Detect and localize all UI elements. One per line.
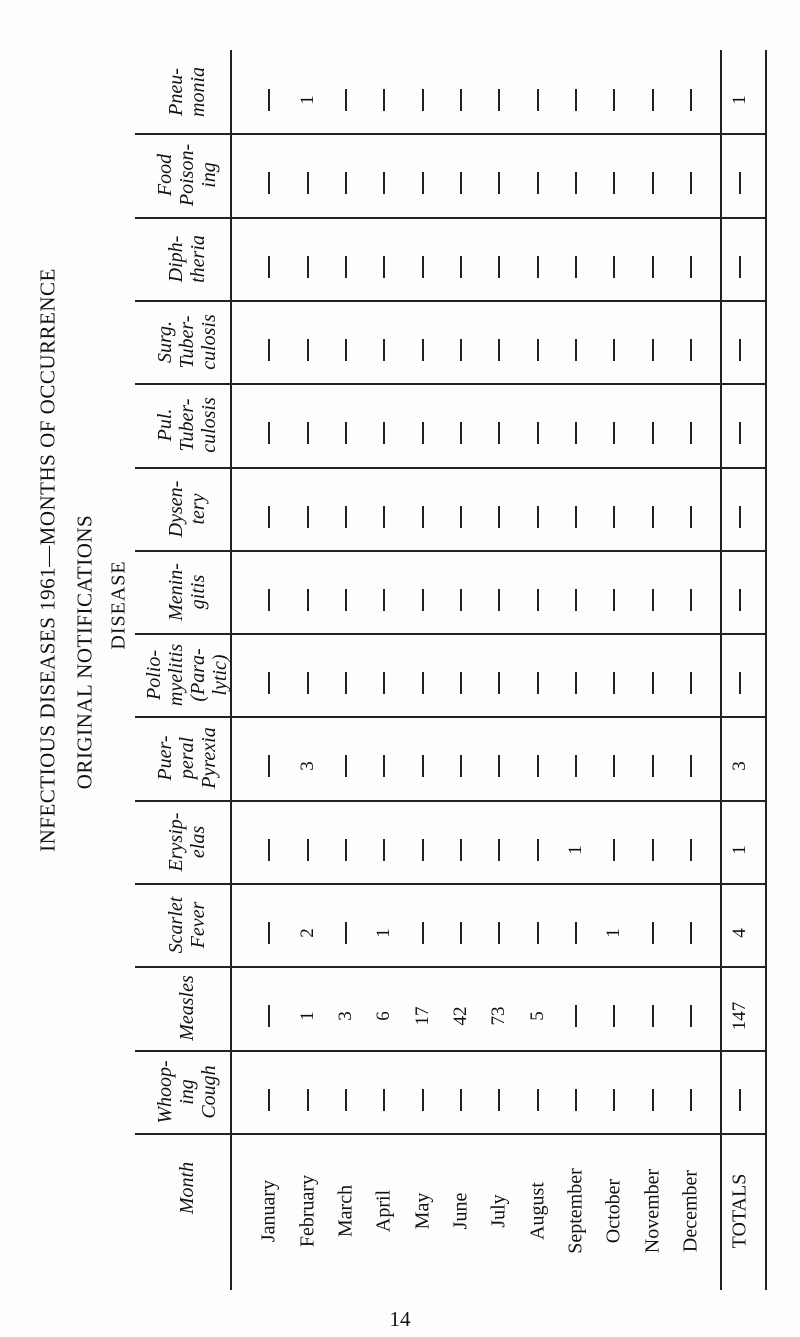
- dash-cell: [537, 172, 539, 194]
- dash-cell: [460, 256, 462, 278]
- value-cell: 3: [335, 1011, 356, 1021]
- dash-cell: [690, 589, 692, 611]
- dash-cell: [652, 1005, 654, 1027]
- dash-cell: [383, 256, 385, 278]
- dash-cell: [652, 922, 654, 944]
- column-header: Puer- peral Pyrexia: [153, 727, 220, 789]
- dash-cell: [268, 755, 270, 777]
- total-cell: 147: [729, 1001, 750, 1031]
- dash-cell: [498, 755, 500, 777]
- column-header: Diph- theria: [164, 234, 209, 283]
- dash-cell: [575, 89, 577, 111]
- dash-cell: [383, 672, 385, 694]
- dash-cell: [498, 922, 500, 944]
- dash-cell: [460, 922, 462, 944]
- dash-cell: [460, 172, 462, 194]
- column-header: Whoop- ing Cough: [153, 1059, 220, 1124]
- dash-cell: [422, 256, 424, 278]
- dash-cell: [498, 506, 500, 528]
- dash-cell: [307, 1089, 309, 1111]
- dash-cell: [613, 839, 615, 861]
- dash-cell: [460, 339, 462, 361]
- dash-cell: [307, 339, 309, 361]
- disease-header: DISEASE: [107, 560, 130, 650]
- dash-cell: [690, 755, 692, 777]
- dash-cell: [613, 339, 615, 361]
- notifications-table: [135, 50, 765, 1290]
- dash-cell: [383, 589, 385, 611]
- total-dash: [739, 589, 741, 611]
- page-title-block: [28, 0, 97, 1337]
- value-cell: 42: [450, 1006, 471, 1026]
- dash-cell: [652, 589, 654, 611]
- total-cell: 4: [729, 927, 750, 938]
- dash-cell: [498, 672, 500, 694]
- dash-cell: [383, 89, 385, 111]
- dash-cell: [498, 89, 500, 111]
- dash-cell: [537, 89, 539, 111]
- dash-cell: [268, 172, 270, 194]
- dash-cell: [575, 339, 577, 361]
- dash-cell: [422, 89, 424, 111]
- dash-cell: [345, 172, 347, 194]
- dash-cell: [345, 339, 347, 361]
- value-cell: 1: [373, 927, 394, 938]
- dash-cell: [537, 589, 539, 611]
- dash-cell: [613, 1005, 615, 1027]
- dash-cell: [652, 172, 654, 194]
- dash-cell: [575, 422, 577, 444]
- column-header: Surg. Tuber- culosis: [153, 313, 220, 370]
- dash-cell: [345, 422, 347, 444]
- dash-cell: [498, 1089, 500, 1111]
- total-dash: [739, 422, 741, 444]
- dash-cell: [690, 922, 692, 944]
- column-header: Scarlet Fever: [164, 896, 209, 953]
- column-header: Pneu- monia: [164, 66, 209, 117]
- page-title: INFECTIOUS DISEASES 1961—MONTHS OF OCCURRENCE: [35, 268, 60, 852]
- dash-cell: [613, 172, 615, 194]
- column-header: Measles: [175, 975, 198, 1041]
- value-cell: 1: [603, 927, 624, 938]
- total-dash: [739, 172, 741, 194]
- dash-cell: [268, 1089, 270, 1111]
- month-label: August: [526, 1182, 549, 1240]
- dash-cell: [652, 506, 654, 528]
- dash-cell: [652, 89, 654, 111]
- dash-cell: [345, 506, 347, 528]
- grid-line: [720, 50, 722, 1290]
- dash-cell: [613, 422, 615, 444]
- dash-cell: [307, 256, 309, 278]
- column-header: Dysen- tery: [164, 480, 209, 537]
- value-cell: 6: [373, 1011, 394, 1021]
- dash-cell: [460, 672, 462, 694]
- dash-cell: [575, 172, 577, 194]
- month-label: May: [411, 1192, 434, 1230]
- dash-cell: [498, 256, 500, 278]
- total-dash: [739, 1089, 741, 1111]
- dash-cell: [307, 506, 309, 528]
- dash-cell: [613, 1089, 615, 1111]
- dash-cell: [613, 506, 615, 528]
- dash-cell: [422, 672, 424, 694]
- dash-cell: [575, 256, 577, 278]
- month-label: June: [449, 1192, 472, 1230]
- month-label: October: [602, 1178, 625, 1244]
- dash-cell: [537, 506, 539, 528]
- dash-cell: [537, 672, 539, 694]
- dash-cell: [268, 339, 270, 361]
- dash-cell: [613, 755, 615, 777]
- dash-cell: [422, 839, 424, 861]
- dash-cell: [652, 339, 654, 361]
- dash-cell: [575, 589, 577, 611]
- month-label: January: [257, 1179, 280, 1243]
- column-header: Polio- myelitis (Para- lytic): [142, 643, 231, 706]
- dash-cell: [613, 256, 615, 278]
- value-cell: 73: [488, 1006, 509, 1026]
- dash-cell: [345, 922, 347, 944]
- dash-cell: [422, 1089, 424, 1111]
- total-dash: [739, 339, 741, 361]
- dash-cell: [268, 672, 270, 694]
- dash-cell: [268, 839, 270, 861]
- dash-cell: [383, 506, 385, 528]
- dash-cell: [575, 922, 577, 944]
- dash-cell: [690, 506, 692, 528]
- month-label: December: [679, 1169, 702, 1253]
- value-cell: 3: [297, 761, 318, 771]
- dash-cell: [652, 755, 654, 777]
- dash-cell: [307, 672, 309, 694]
- dash-cell: [307, 422, 309, 444]
- dash-cell: [422, 755, 424, 777]
- page-number: 14: [389, 1307, 411, 1331]
- dash-cell: [383, 755, 385, 777]
- dash-cell: [383, 1089, 385, 1111]
- total-dash: [739, 672, 741, 694]
- dash-cell: [268, 256, 270, 278]
- total-dash: [739, 506, 741, 528]
- dash-cell: [345, 672, 347, 694]
- dash-cell: [537, 339, 539, 361]
- totals-label: TOTALS: [728, 1173, 751, 1249]
- dash-cell: [652, 422, 654, 444]
- dash-cell: [268, 422, 270, 444]
- dash-cell: [460, 422, 462, 444]
- dash-cell: [268, 589, 270, 611]
- page-subtitle: ORIGINAL NOTIFICATIONS: [72, 514, 97, 790]
- dash-cell: [383, 422, 385, 444]
- month-label: September: [564, 1168, 587, 1254]
- total-dash: [739, 256, 741, 278]
- dash-cell: [652, 1089, 654, 1111]
- dash-cell: [307, 839, 309, 861]
- dash-cell: [345, 589, 347, 611]
- dash-cell: [498, 172, 500, 194]
- value-cell: 2: [297, 927, 318, 938]
- value-cell: 17: [412, 1006, 433, 1026]
- dash-cell: [652, 256, 654, 278]
- dash-cell: [383, 339, 385, 361]
- dash-cell: [613, 672, 615, 694]
- value-cell: 1: [297, 94, 318, 105]
- dash-cell: [575, 755, 577, 777]
- dash-cell: [268, 89, 270, 111]
- dash-cell: [422, 172, 424, 194]
- dash-cell: [498, 339, 500, 361]
- total-cell: 1: [729, 94, 750, 105]
- dash-cell: [537, 1089, 539, 1111]
- dash-cell: [460, 589, 462, 611]
- dash-cell: [537, 422, 539, 444]
- column-header: Erysip- elas: [164, 812, 209, 871]
- dash-cell: [690, 89, 692, 111]
- dash-cell: [460, 839, 462, 861]
- dash-cell: [690, 672, 692, 694]
- dash-cell: [422, 589, 424, 611]
- value-cell: 5: [527, 1011, 548, 1021]
- dash-cell: [345, 755, 347, 777]
- dash-cell: [537, 256, 539, 278]
- column-header: Food Poison- ing: [153, 143, 220, 207]
- dash-cell: [690, 1089, 692, 1111]
- dash-cell: [268, 922, 270, 944]
- dash-cell: [460, 506, 462, 528]
- dash-cell: [345, 1089, 347, 1111]
- total-cell: 1: [729, 844, 750, 855]
- dash-cell: [575, 672, 577, 694]
- dash-cell: [422, 506, 424, 528]
- dash-cell: [383, 839, 385, 861]
- dash-cell: [613, 89, 615, 111]
- dash-cell: [345, 89, 347, 111]
- dash-cell: [575, 506, 577, 528]
- dash-cell: [690, 422, 692, 444]
- dash-cell: [268, 506, 270, 528]
- column-header: Menin- gitis: [164, 562, 209, 621]
- dash-cell: [460, 89, 462, 111]
- dash-cell: [307, 172, 309, 194]
- dash-cell: [460, 1089, 462, 1111]
- dash-cell: [613, 589, 615, 611]
- dash-cell: [575, 1089, 577, 1111]
- dash-cell: [422, 422, 424, 444]
- dash-cell: [422, 922, 424, 944]
- month-label: March: [334, 1184, 357, 1238]
- dash-cell: [498, 422, 500, 444]
- dash-cell: [575, 1005, 577, 1027]
- month-header: Month: [175, 1161, 198, 1215]
- dash-cell: [537, 922, 539, 944]
- dash-cell: [690, 172, 692, 194]
- value-cell: 1: [297, 1011, 318, 1021]
- dash-cell: [268, 1005, 270, 1027]
- dash-cell: [498, 839, 500, 861]
- dash-cell: [383, 172, 385, 194]
- grid-line: [765, 50, 767, 1290]
- dash-cell: [498, 589, 500, 611]
- month-label: November: [641, 1168, 664, 1254]
- dash-cell: [652, 839, 654, 861]
- dash-cell: [422, 339, 424, 361]
- dash-cell: [345, 839, 347, 861]
- dash-cell: [345, 256, 347, 278]
- dash-cell: [690, 839, 692, 861]
- total-cell: 3: [729, 761, 750, 771]
- dash-cell: [690, 1005, 692, 1027]
- dash-cell: [307, 589, 309, 611]
- dash-cell: [537, 839, 539, 861]
- value-cell: 1: [565, 844, 586, 855]
- dash-cell: [690, 339, 692, 361]
- dash-cell: [652, 672, 654, 694]
- month-label: February: [296, 1174, 319, 1248]
- dash-cell: [690, 256, 692, 278]
- column-header: Pul. Tuber- culosis: [153, 397, 220, 453]
- dash-cell: [537, 755, 539, 777]
- month-label: April: [372, 1189, 395, 1233]
- dash-cell: [460, 755, 462, 777]
- month-label: July: [487, 1194, 510, 1228]
